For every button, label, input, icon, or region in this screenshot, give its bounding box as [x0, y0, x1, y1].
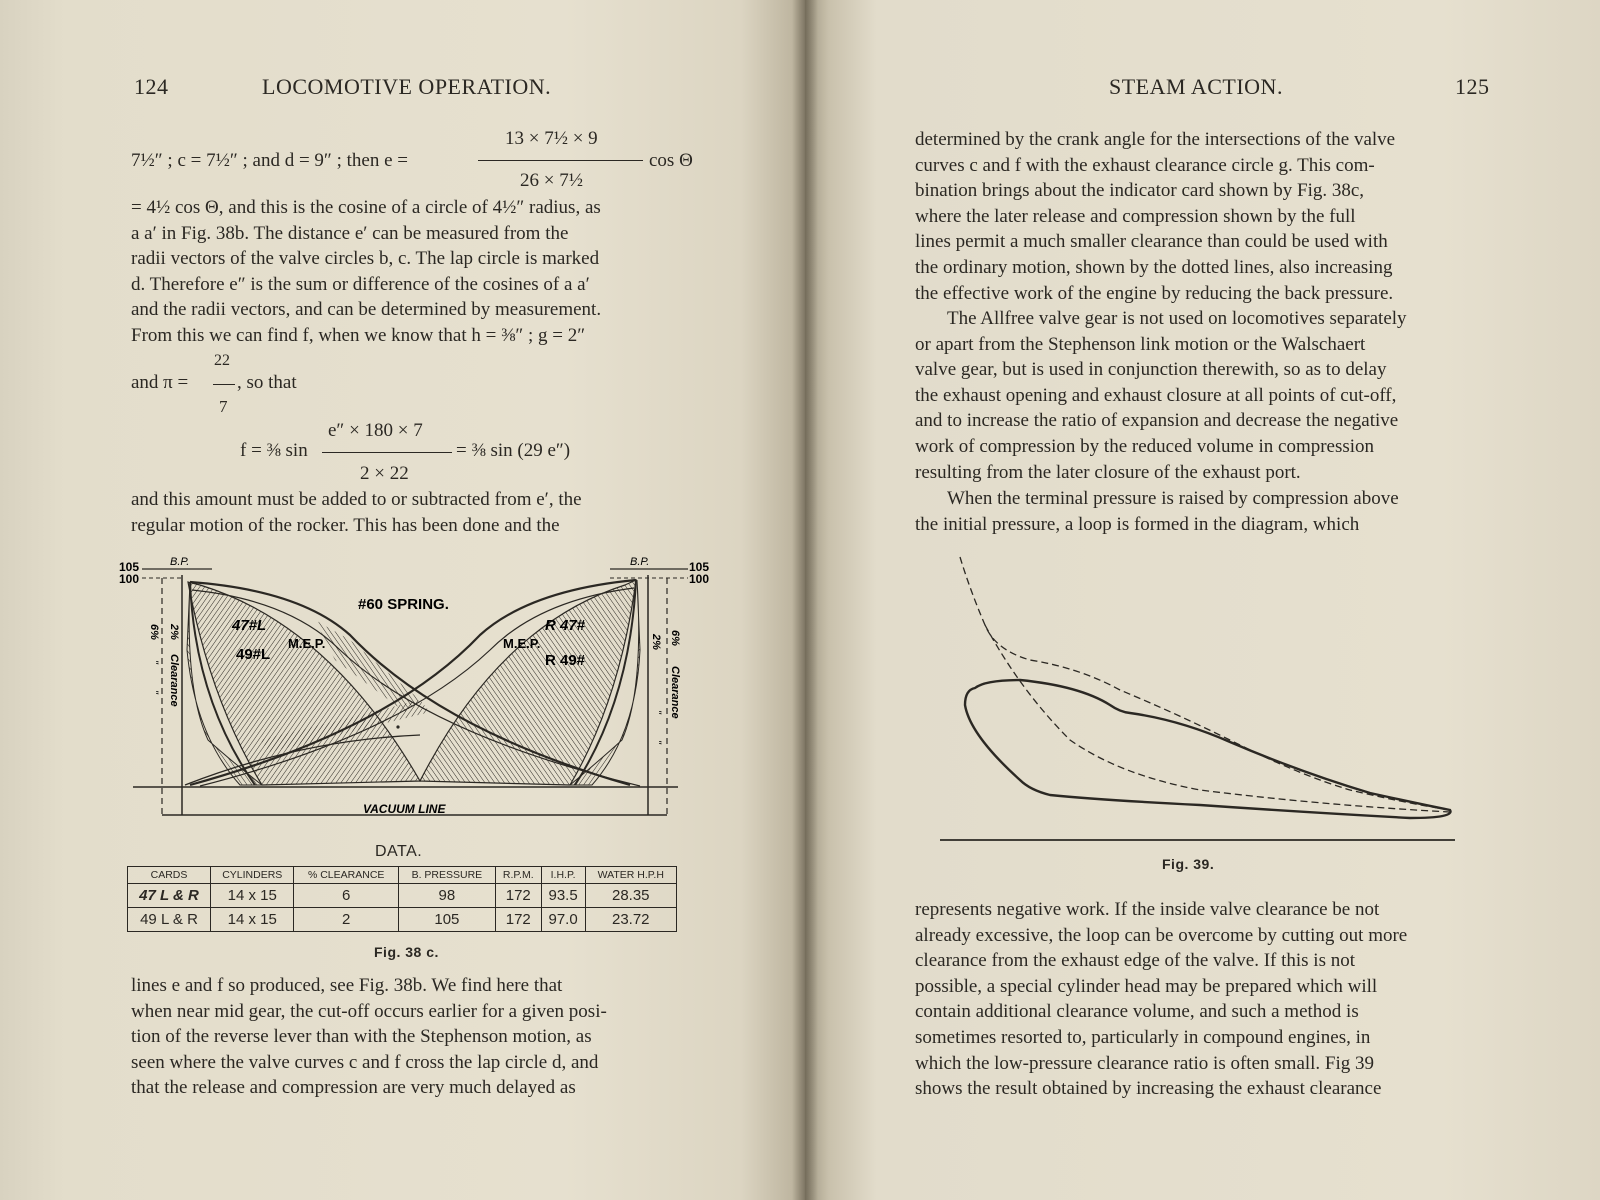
card-47-left-label: 47#L — [232, 617, 267, 634]
clearance-2pct-left: 2% — [168, 624, 180, 640]
clearance-6pct-right: 6% — [669, 630, 681, 646]
bp-label-right: B.P. — [630, 556, 650, 568]
fraction-bar — [478, 160, 643, 161]
fraction-bar — [322, 452, 452, 453]
table-cell: 23.72 — [585, 908, 676, 932]
center-dot — [396, 725, 399, 728]
table-cell: 6 — [294, 884, 398, 908]
bp-label-left: B.P. — [170, 556, 190, 568]
table-header-row — [128, 867, 677, 884]
column-header: WATER H.P.H — [585, 867, 676, 884]
book-gutter — [792, 0, 818, 1200]
ditto-right-2: " — [651, 740, 663, 744]
solid-indicator-card — [965, 680, 1451, 818]
engine-data-table — [127, 866, 677, 932]
right-paragraph-2: The Allfree valve gear is not used on locomotives separately or apart from the Stephenson link motion or the Walschaert valve gear, but is used in conjunction therewith, so as to delay the exhaust opening and exhaust closure at all points of cut-off, and to increase the ratio of expansion and decrease the negative work of compression by the reduced volume in compression resulting from the later closure of the exhaust port. — [915, 308, 1407, 483]
table-row — [128, 884, 677, 908]
fraction-bar — [213, 384, 235, 385]
card-49-left-label: 49#L — [236, 646, 271, 663]
table-row — [128, 908, 677, 932]
vacuum-line-label: VACUUM LINE — [363, 802, 446, 816]
running-head-right: STEAM ACTION. — [1109, 74, 1283, 99]
pressure-100-left: 100 — [119, 572, 140, 586]
clearance-2pct-right: 2% — [650, 634, 662, 650]
left-paragraph-1: = 4½ cos Θ, and this is the cosine of a circle of 4½″ radius, as a a′ in Fig. 38b. The distance e′ can be measured from the radii vectors of the valve circles b, c. The lap circle is marked d. Therefore e″ is the sum or difference of the cosines of a a′ and the radii vectors, and can be determined by measurement. From this we can find f, when we know that h = ⅜″ ; g = 2″ — [131, 197, 602, 346]
column-header: CARDS — [128, 867, 211, 884]
figure-39-caption: Fig. 39. — [1162, 856, 1215, 872]
clearance-6pct-left: 6% — [148, 624, 160, 640]
page-number-left: 124 — [134, 74, 169, 99]
pressure-105-right: 105 — [689, 560, 710, 574]
right-paragraph-1: determined by the crank angle for the intersections of the valve curves c and f with the exhaust clearance circle g. This com- bination brings about the indicator card shown by Fig. 38c, where the later release and compression shown by the full lines permit a much smaller clearance than could be used with the ordinary motion, shown by the dotted lines, also increasing the effective work of the engine by reducing the back pressure. — [915, 129, 1396, 304]
ditto-left-1: " — [148, 660, 160, 664]
pressure-105-left: 105 — [119, 560, 140, 574]
left-page: 124 LOCOMOTIVE OPERATION. 7½″ ; c = 7½″ ; and d = 9″ ; then e = 13 × 7½ × 9 26 × 7½ cos Θ = 4½ cos Θ, and this is the cosine of a circle of 4½″ radius, as a a′ in Fig. 38b. The distance e′ can be measured from the radii vectors of the valve circles b, c. The lap circle is marked d. Therefore e″ is the sum or difference of the cosines of a a′ and the radii vectors, and can be determined by measurement. From this we can find f, when we know that h = ⅜″ ; g = 2″ 22 and π = , so that 7 e″ × 180 × 7 f = ⅜ sin = ⅜ sin (29 e″) 2 × 22 and this amount must be added to or subtracted from e′, the regular motion of the rocker. This has been done and the B.P. B.P. 105 100 105 100 #60 SPRING. 47#L 49#L M.E.P. R 47# M.E.P. R 49# VACUUM LINE 2% Clearance 6% " " 2% 6% Clearance " " DATA. CARDS CYLINDERS % CLEARANCE B. PRESSURE R.P.M. I.H.P. WATER H.P.H 47 L & R 14 x 15 6 98 172 93.5 28.35 49 L & R 14 x 15 2 105 172 97.0 23.72 Fig. 38 c. lines e and f so produced, see Fig. 38b. We find here that when near mid gear, the cut-off occurs earlier for a given posi- tion of the reverse lever than with the Stephenson motion, as seen where the valve curves c and f cross the lap circle d, and that the release and compression are very much delayed as — [0, 0, 805, 1200]
pressure-100-right: 100 — [689, 572, 710, 586]
right-card-band — [420, 580, 636, 785]
table-cell: 172 — [495, 884, 541, 908]
indicator-card-figure — [115, 548, 715, 823]
table-cell: 98 — [398, 884, 495, 908]
table-cell: 49 L & R — [128, 908, 211, 932]
column-header: I.H.P. — [541, 867, 585, 884]
dotted-compression-curve — [985, 625, 1450, 812]
table-cell: 105 — [398, 908, 495, 932]
column-header: % CLEARANCE — [294, 867, 398, 884]
card-49-right-label: R 49# — [545, 652, 586, 669]
right-paragraph-4: represents negative work. If the inside valve clearance be not already excessive, the loop can be overcome by cutting out more clearance from the exhaust edge of the valve. If this is not possible, a special cylinder head may be prepared which will contain additional clearance volume, and such a method is sometimes resorted to, particularly in compound engines, in which the low-pressure clearance ratio is often small. Fig 39 shows the result obtained by increasing the exhaust clearance — [915, 899, 1408, 1100]
running-head-left: LOCOMOTIVE OPERATION. — [262, 74, 552, 99]
table-cell: 172 — [495, 908, 541, 932]
table-cell: 28.35 — [585, 884, 676, 908]
left-paragraph-3: lines e and f so produced, see Fig. 38b. We find here that when near mid gear, the cut-off occurs earlier for a given posi- tion of the reverse lever than with the Stephenson motion, as seen where the valve curves c and f cross the lap circle d, and that the release and compression are very much delayed as — [131, 975, 607, 1099]
left-paragraph-2: and this amount must be added to or subtracted from e′, the regular motion of the rocker. This has been done and the — [131, 489, 582, 536]
column-header: CYLINDERS — [211, 867, 294, 884]
column-header: B. PRESSURE — [398, 867, 495, 884]
page-number-right: 125 — [1455, 74, 1490, 99]
table-cell: 97.0 — [541, 908, 585, 932]
right-paragraph-3: When the terminal pressure is raised by compression above the initial pressure, a loop is formed in the diagram, which — [915, 488, 1399, 535]
table-cell: 2 — [294, 908, 398, 932]
right-page — [805, 0, 1600, 1200]
mep-right-label: M.E.P. — [503, 636, 541, 651]
figure-38c-caption: Fig. 38 c. — [374, 944, 439, 960]
data-table-title: DATA. — [375, 843, 423, 860]
ditto-left-2: " — [148, 690, 160, 694]
table-cell: 93.5 — [541, 884, 585, 908]
column-header: R.P.M. — [495, 867, 541, 884]
table-cell: 14 x 15 — [211, 884, 294, 908]
table-cell: 14 x 15 — [211, 908, 294, 932]
table-cell: 47 L & R — [128, 884, 211, 908]
ditto-right-1: " — [651, 710, 663, 714]
spring-label: #60 SPRING. — [358, 596, 449, 613]
card-47-right-label: R 47# — [545, 617, 586, 634]
loop-diagram-figure — [915, 548, 1455, 848]
clearance-word-right: Clearance — [669, 666, 681, 719]
mep-left-label: M.E.P. — [288, 636, 326, 651]
dotted-expansion-curve — [960, 557, 1450, 810]
clearance-word-left: Clearance — [168, 654, 180, 707]
